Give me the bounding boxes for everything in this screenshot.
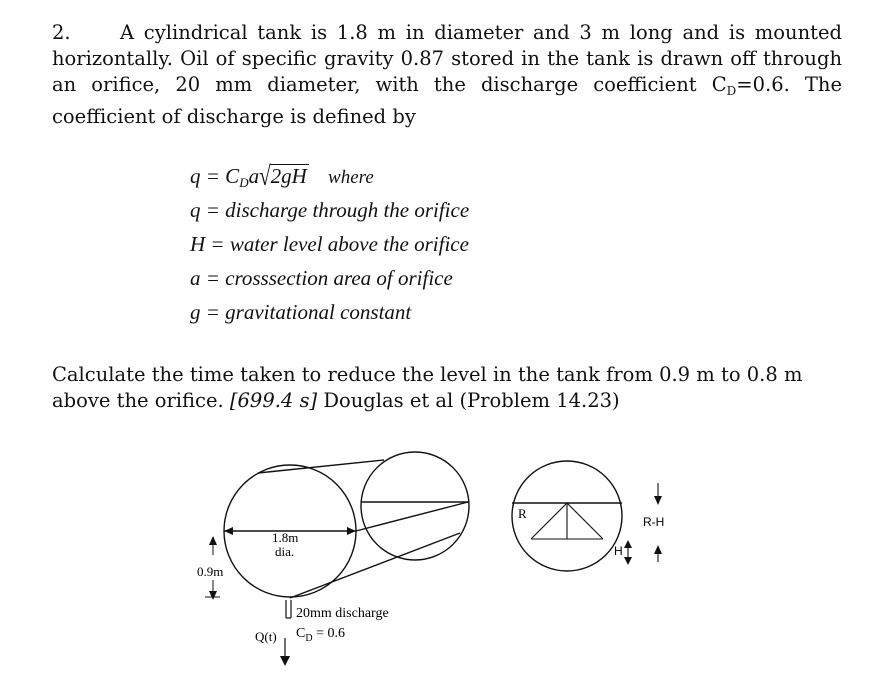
- formula-where: where: [328, 167, 374, 188]
- problem-text: A cylindrical tank is 1.8 m in diameter and 3 m long and is mounted horizontally. Oil of specific gravity 0.87 stored in the tank is drawn off through an orifice, 20 mm diameter, with the discharge coefficient C: [52, 21, 842, 96]
- oil-surface-side: [356, 502, 468, 531]
- definition-h: H = water level above the orifice: [190, 232, 469, 256]
- definition-a: a = crosssection area of orifice: [190, 266, 453, 290]
- definition-q: q = discharge through the orifice: [190, 198, 470, 222]
- qt-label: Q(t): [255, 629, 277, 644]
- rh-label: R-H: [643, 515, 665, 529]
- answer: [699.4 s]: [229, 389, 318, 412]
- reference: Douglas et al (Problem 14.23): [323, 389, 620, 412]
- formula-radicand: 2gH: [270, 164, 307, 188]
- r-label: R: [518, 506, 527, 521]
- problem-text-after: =0.6. The coefficient of discharge is defined by: [52, 73, 842, 128]
- problem-number: 2.: [52, 21, 71, 44]
- level-label: 0.9m: [197, 564, 224, 579]
- radius-line-left: [531, 503, 567, 539]
- radius-line-right: [567, 503, 603, 539]
- h-label: H: [614, 544, 623, 558]
- question-text: Calculate the time taken to reduce the level in the tank from 0.9 m to 0.8 m above the orifice.: [52, 363, 803, 412]
- diameter-label: 1.8m: [272, 530, 299, 545]
- formula-main: $q = C_Da√2gH$ where: [190, 159, 469, 193]
- dia-label: dia.: [275, 544, 295, 559]
- discharge-label: 20mm discharge: [296, 606, 389, 621]
- sqrt-symbol: √: [259, 160, 271, 192]
- cd-label: $C_D = 0.6$: [296, 626, 345, 644]
- problem-cd-subscript: D: [726, 84, 737, 98]
- definition-g: g = gravitational constant: [190, 300, 412, 324]
